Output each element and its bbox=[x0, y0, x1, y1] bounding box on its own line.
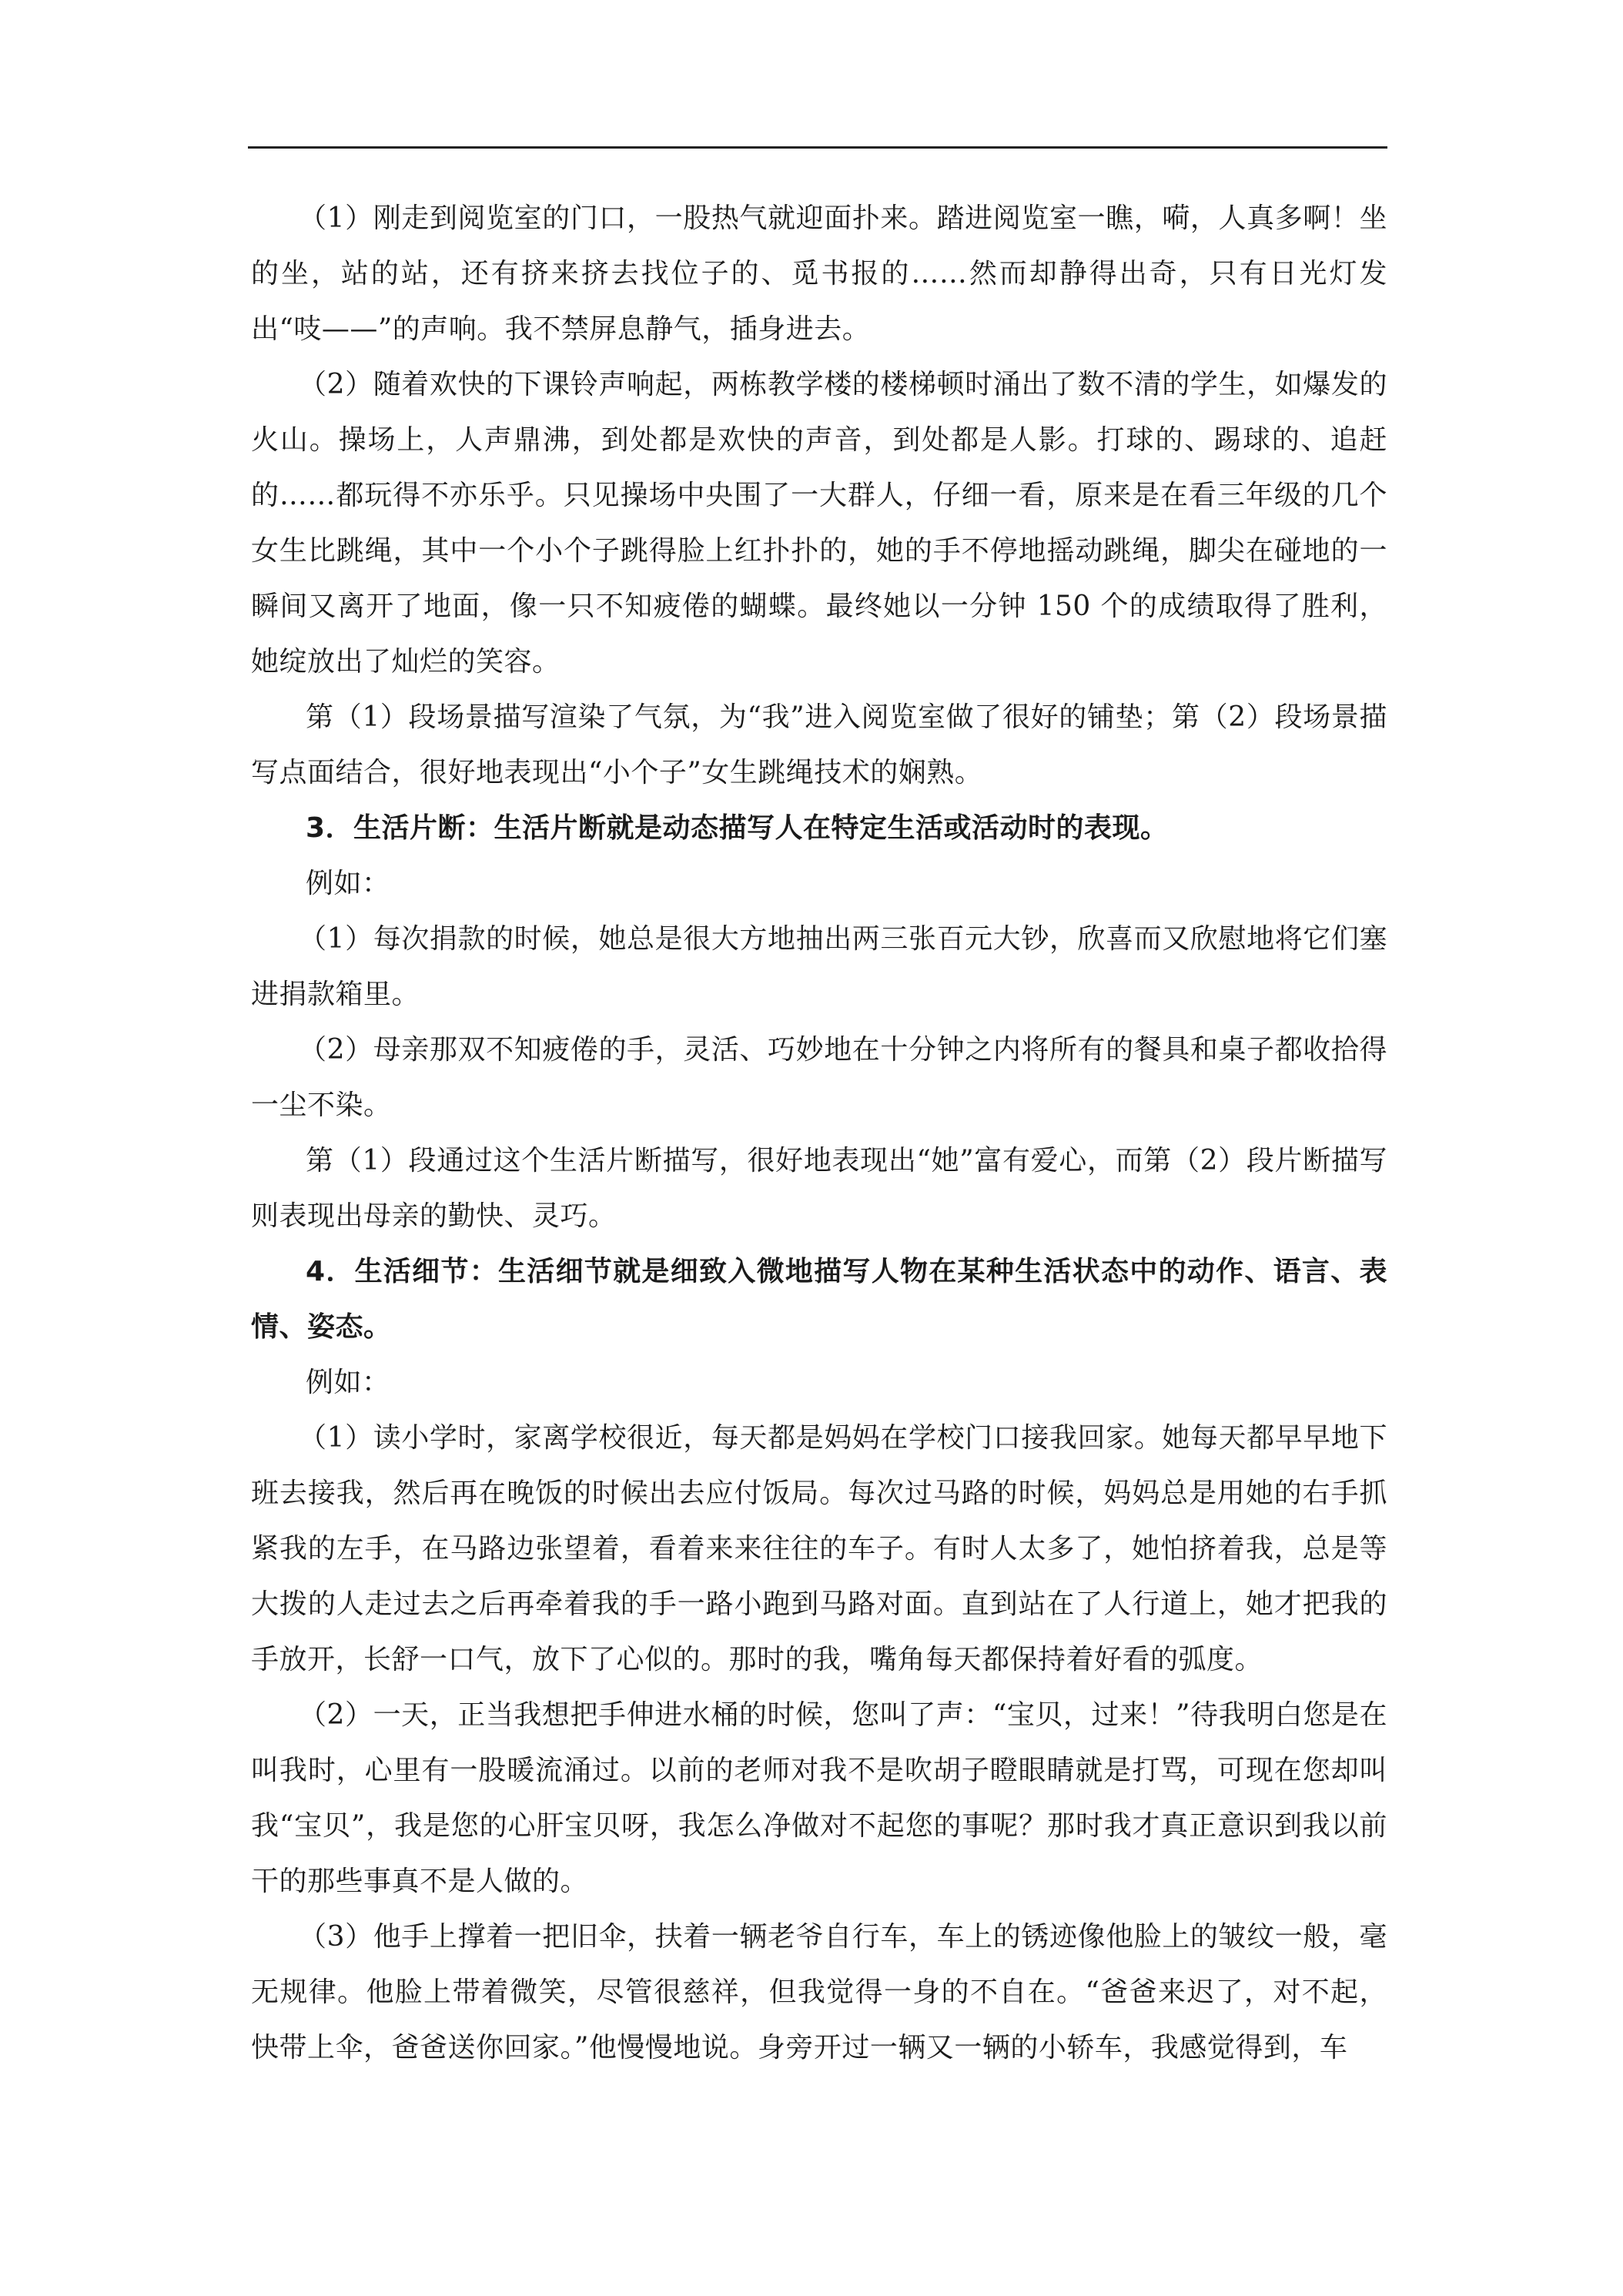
paragraph-crossing-road-example: （1）读小学时，家离学校很近，每天都是妈妈在学校门口接我回家。她每天都早早地下班去接我，然后再在晚饭的时候出去应付饭局。每次过马路的时候，妈妈总是用她的右手抓紧我的左手，在马路边张望着，看着来来往往的车子。有时人太多了，她怕挤着我，总是等大拨的人走过去之后再牵着我的手一路小跑到马路对面。直到站在了人行道上，她才把我的手放开，长舒一口气，放下了心似的。那时的我，嘴角每天都保持着好看的弧度。 bbox=[251, 1422, 1387, 1675]
paragraph-playground-example: （2）随着欢快的下课铃声响起，两栋教学楼的楼梯顿时涌出了数不清的学生，如爆发的火山。操场上，人声鼎沸，到处都是欢快的声音，到处都是人影。打球的、踢球的、追赶的……都玩得不亦乐乎。只见操场中央围了一大群人，仔细一看，原来是在看三年级的几个女生比跳绳，其中一个小个子跳得脸上红扑扑的，她的手不停地摇动跳绳，脚尖在碰地的一瞬间又离开了地面，像一只不知疲倦的蝴蝶。最终她以一分钟 150 个的成绩取得了胜利，她绽放出了灿烂的笑容。 bbox=[251, 369, 1387, 678]
paragraph-reading-room-example: （1）刚走到阅览室的门口，一股热气就迎面扑来。踏进阅览室一瞧，嗬，人真多啊！坐的坐，站的站，还有挤来挤去找位子的、觅书报的……然而却静得出奇，只有日光灯发出“吱——”的声响。我不禁屏息静气，插身进去。 bbox=[251, 202, 1387, 345]
paragraph-father-umbrella-example: （3）他手上撑着一把旧伞，扶着一辆老爷自行车，车上的锈迹像他脸上的皱纹一般，毫无规律。他脸上带着微笑，尽管很慈祥，但我觉得一身的不自在。“爸爸来迟了，对不起，快带上伞，爸爸送你回家。”他慢慢地说。身旁开过一辆又一辆的小轿车，我感觉得到，车 bbox=[251, 1921, 1387, 2063]
paragraph-mother-hands-example: （2）母亲那双不知疲倦的手，灵活、巧妙地在十分钟之内将所有的餐具和桌子都收拾得一尘不染。 bbox=[251, 1034, 1387, 1121]
document-body bbox=[251, 191, 1387, 2076]
paragraph-fragment-analysis: 第（1）段通过这个生活片断描写，很好地表现出“她”富有爱心，而第（2）段片断描写则表现出母亲的勤快、灵巧。 bbox=[251, 1145, 1387, 1232]
heading-life-fragment: 3．生活片断：生活片断就是动态描写人在特定生活或活动时的表现。 bbox=[306, 812, 1169, 844]
header-rule bbox=[248, 146, 1387, 149]
label-example: 例如： bbox=[306, 1367, 390, 1398]
heading-life-detail: 4．生活细节：生活细节就是细致入微地描写人物在某种生活状态中的动作、语言、表情、姿态。 bbox=[251, 1256, 1387, 1343]
paragraph-donation-example: （1）每次捐款的时候，她总是很大方地抽出两三张百元大钞，欣喜而又欣慰地将它们塞进捐款箱里。 bbox=[251, 923, 1387, 1010]
paragraph-teacher-example: （2）一天，正当我想把手伸进水桶的时候，您叫了声：“宝贝，过来！”待我明白您是在叫我时，心里有一股暖流涌过。以前的老师对我不是吹胡子瞪眼睛就是打骂，可现在您却叫我“宝贝”，我是您的心肝宝贝呀，我怎么净做对不起您的事呢？那时我才真正意识到我以前干的那些事真不是人做的。 bbox=[251, 1699, 1387, 1897]
label-example: 例如： bbox=[306, 868, 390, 899]
paragraph-scene-analysis: 第（1）段场景描写渲染了气氛，为“我”进入阅览室做了很好的铺垫；第（2）段场景描写点面结合，很好地表现出“小个子”女生跳绳技术的娴熟。 bbox=[251, 701, 1387, 788]
